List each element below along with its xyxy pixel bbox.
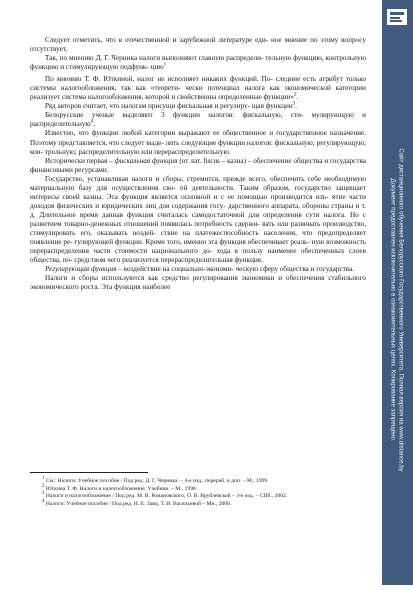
footnote-divider bbox=[30, 472, 148, 473]
footnote-number: 1 bbox=[42, 476, 45, 482]
paragraph-text: Белорусские ученые выделяют 3 функции налогов: фискальную, сти- мулирующую и распределительную bbox=[30, 111, 366, 129]
footnote-text: См.: Налоги: Учебное пособие / Под ред. Д. Г. Черника. – 4-е изд., перераб. и доп. – М., 1999. bbox=[45, 478, 269, 484]
paragraph bbox=[30, 175, 366, 265]
paragraph-text: Известно, что функции любой категории выражают ее общественное и государственное назначение. Поэтому представляется, что следует выде- лить следующие функции налогов: фискальную; регулирующую; кон- трольную; распределительную или перераспределительную. bbox=[30, 129, 366, 156]
footnote bbox=[30, 498, 366, 509]
emphasis-term: фискальная функция bbox=[114, 156, 178, 165]
sidebar-caption-line: Документ предоставлен исключительно в ознакомительных целях. Копирование запрещено. bbox=[390, 178, 397, 442]
paragraph-text: Следует отметить, что в отечественной и зарубежной литературе еди- ное мнение по этому вопросу отсутствует. bbox=[30, 36, 366, 54]
paragraph-text: Налоги и сборы используются как средство регулирования экономики и обеспечения стабильного экономического роста. Эта функция наиболее bbox=[30, 274, 366, 292]
paragraph-text: Государство, устанавливая налоги и сборы, стремится, прежде всего, обеспечить себе необходимую материальную базу для осуществления сво- ей деятельности. Таким образом, государство защищает интересы своей казны. Эта функция является основной и с ее помощью производится изъ- ятие части доходов физических и юридических лиц для содержания госу- дарственного аппарата, обороны страны и т. д. Длительное время данная функция считалась самодостаточной для определения сути налога. Но с развитием товарно-денежных отношений появилась потребность сдержи- вать или развивать производство, стимулировать его, оказывать воздей- ствие на платежеспособность населения, что предопределяет появление ре- гулирующей функции. Кроме того, именно эта функция обеспечивает реаль- ную возможность перераспределения части стоимости национального до- хода в пользу наименее обеспеченных слоев общества, по- средством чего реализуется перераспределительная функция. bbox=[30, 174, 366, 265]
paragraph: Ряд авторов считает, что налогам присущи фискальная и регулиру- щая функции$^3$. bbox=[45, 101, 297, 111]
footnote-text: Юткина Т. Ф. Налоги и налогообложение: Учебник. – М., 1998. bbox=[45, 485, 198, 492]
paragraph bbox=[30, 274, 366, 292]
paragraph-text: Исторически первая – bbox=[45, 156, 115, 165]
site-logo-icon[interactable] bbox=[386, 8, 408, 26]
footnote-text: Налоги и налогообложение / Под ред. М. В. Романовского, О. В. Врублевской – 3-е изд. – СПб., 2002. bbox=[45, 493, 288, 499]
paragraph-text: По мнению Т. Ф. Юткиной, налог не исполняет никаких функций. По- следние есть атрибут только системы налогообложения, так как «теорети- чески потенциал налога как экономической категории реализует система налогообложения, которой и свойственны определенные функции» bbox=[30, 75, 366, 102]
paragraph-text: (от лат. fiscus – казна) – обеспечение общества и государства финансовыми ресурсами. bbox=[30, 156, 366, 174]
footnote-number: 3 bbox=[42, 491, 45, 497]
paragraph bbox=[30, 54, 366, 72]
paragraph-text: Ряд авторов считает, что налогам присущи фискальная и регулиру- щая функции bbox=[45, 102, 293, 111]
footnote bbox=[30, 493, 366, 501]
footnote-marker: 3 bbox=[292, 101, 296, 107]
footnote-text: Налоги: Учебное пособие / Под ред. Н. Е. Заяц, Т. И. Васильевой – Мн., 2000. bbox=[45, 500, 232, 507]
footnote-marker: 4 bbox=[90, 120, 94, 126]
emphasis-term: Регулирующая функция bbox=[45, 265, 117, 274]
paragraph bbox=[30, 265, 366, 274]
paragraph-text: – воздействие на социально-экономи- ческую сферу общества и государства. bbox=[116, 265, 355, 274]
paragraph: По мнению Т. Ф. Юткиной, налог не исполняет никаких функций. По- следние есть атрибут только системы налогообложения, так как «теорети- чески потенциал налога как экономической категории реализует система налогообложения, которой и свойственны определенные функции»$^2$. bbox=[30, 75, 366, 102]
paragraph: Белорусские ученые выделяют 3 функции налогов: фискальную, сти- мулирующую и распределительную$^4$. bbox=[30, 111, 366, 129]
sidebar-caption-line: Сайт дистанционного обучения Белорусского Государственного Университета. Полная версия на www.distance.by bbox=[397, 148, 405, 472]
body-text bbox=[30, 36, 366, 292]
paragraph-text: Так, по мнению Д. Г. Черника налоги выполняют главную распредели- тельную функцию, контрольную функцию и стимулирующую подфунк- цию bbox=[30, 54, 366, 72]
footnote-marker: 2 bbox=[294, 92, 297, 98]
footnote-number: 2 bbox=[42, 483, 45, 489]
footnote-marker: 1 bbox=[163, 62, 167, 68]
sidebar-caption bbox=[389, 30, 404, 590]
footnote bbox=[30, 478, 366, 486]
footnotes bbox=[30, 478, 366, 508]
site-sidebar bbox=[382, 0, 413, 585]
footnote-number: 4 bbox=[42, 498, 45, 504]
paragraph bbox=[30, 157, 366, 175]
paragraph bbox=[30, 36, 366, 54]
paragraph bbox=[30, 129, 366, 156]
